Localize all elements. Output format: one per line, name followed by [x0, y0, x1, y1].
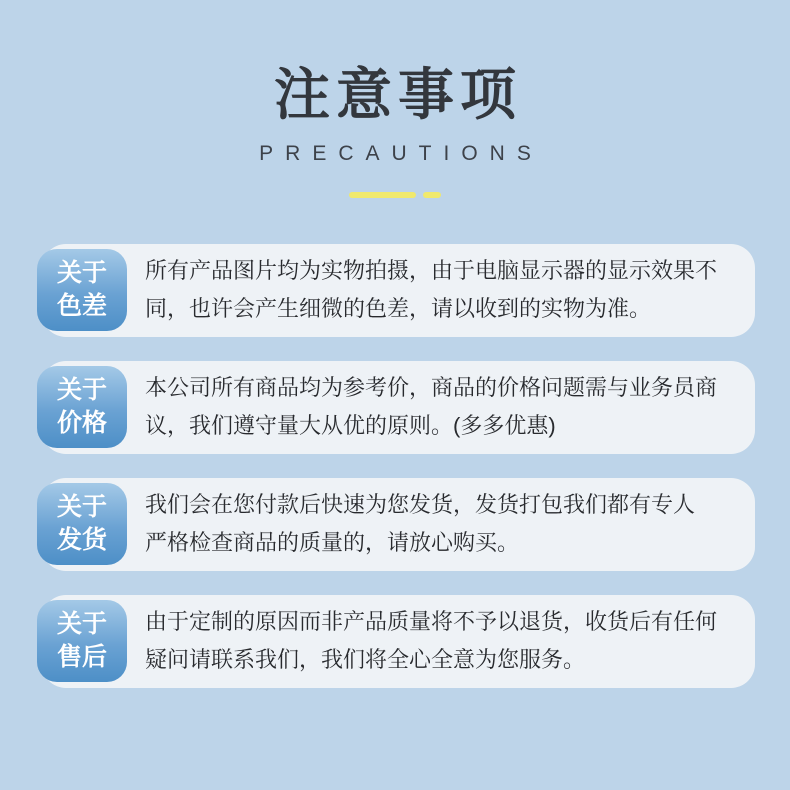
card-text-line2: 严格检查商品的质量的，请放心购买。	[145, 530, 520, 556]
card-text-line1: 所有产品图片均为实物拍摄，由于电脑显示器的显示效果不	[145, 258, 718, 284]
notice-card-shipping	[42, 478, 755, 571]
notice-card-list	[42, 244, 755, 688]
card-text-line2: 议，我们遵守量大从优的原则。(多多优惠)	[145, 413, 556, 439]
card-tag-line1: 关于	[56, 376, 107, 405]
page-subtitle: PRECAUTIONS	[259, 141, 543, 165]
card-text-line1: 由于定制的原因而非产品质量将不予以退货，收货后有任何	[145, 609, 718, 635]
card-text-line1: 我们会在您付款后快速为您发货，发货打包我们都有专人	[145, 492, 696, 518]
card-body-text	[145, 603, 717, 679]
card-tag-line1: 关于	[56, 493, 107, 522]
notice-card-after-sales	[42, 595, 755, 688]
card-body-text	[145, 252, 717, 328]
page-title: 注意事项	[274, 63, 522, 126]
poster-header	[0, 0, 790, 198]
card-tag-color-difference	[37, 249, 127, 331]
card-tag-line2: 色差	[56, 292, 107, 321]
card-tag-line2: 售后	[56, 643, 107, 672]
title-underline	[0, 192, 790, 198]
card-tag-line1: 关于	[56, 259, 107, 288]
card-body-text	[145, 369, 717, 445]
notice-card-color-difference	[42, 244, 755, 337]
card-text-line2: 同，也许会产生细微的色差，请以收到的实物为准。	[145, 296, 652, 322]
underline-dash-short	[423, 192, 441, 198]
card-body-text	[145, 486, 695, 562]
card-tag-after-sales	[37, 600, 127, 682]
card-tag-line2: 价格	[56, 409, 107, 438]
card-tag-shipping	[37, 483, 127, 565]
card-tag-line2: 发货	[56, 526, 107, 555]
notice-card-price	[42, 361, 755, 454]
card-tag-price	[37, 366, 127, 448]
card-tag-line1: 关于	[56, 610, 107, 639]
underline-dash-long	[349, 192, 416, 198]
card-text-line1: 本公司所有商品均为参考价，商品的价格问题需与业务员商	[145, 375, 718, 401]
card-text-line2: 疑问请联系我们，我们将全心全意为您服务。	[145, 647, 586, 673]
